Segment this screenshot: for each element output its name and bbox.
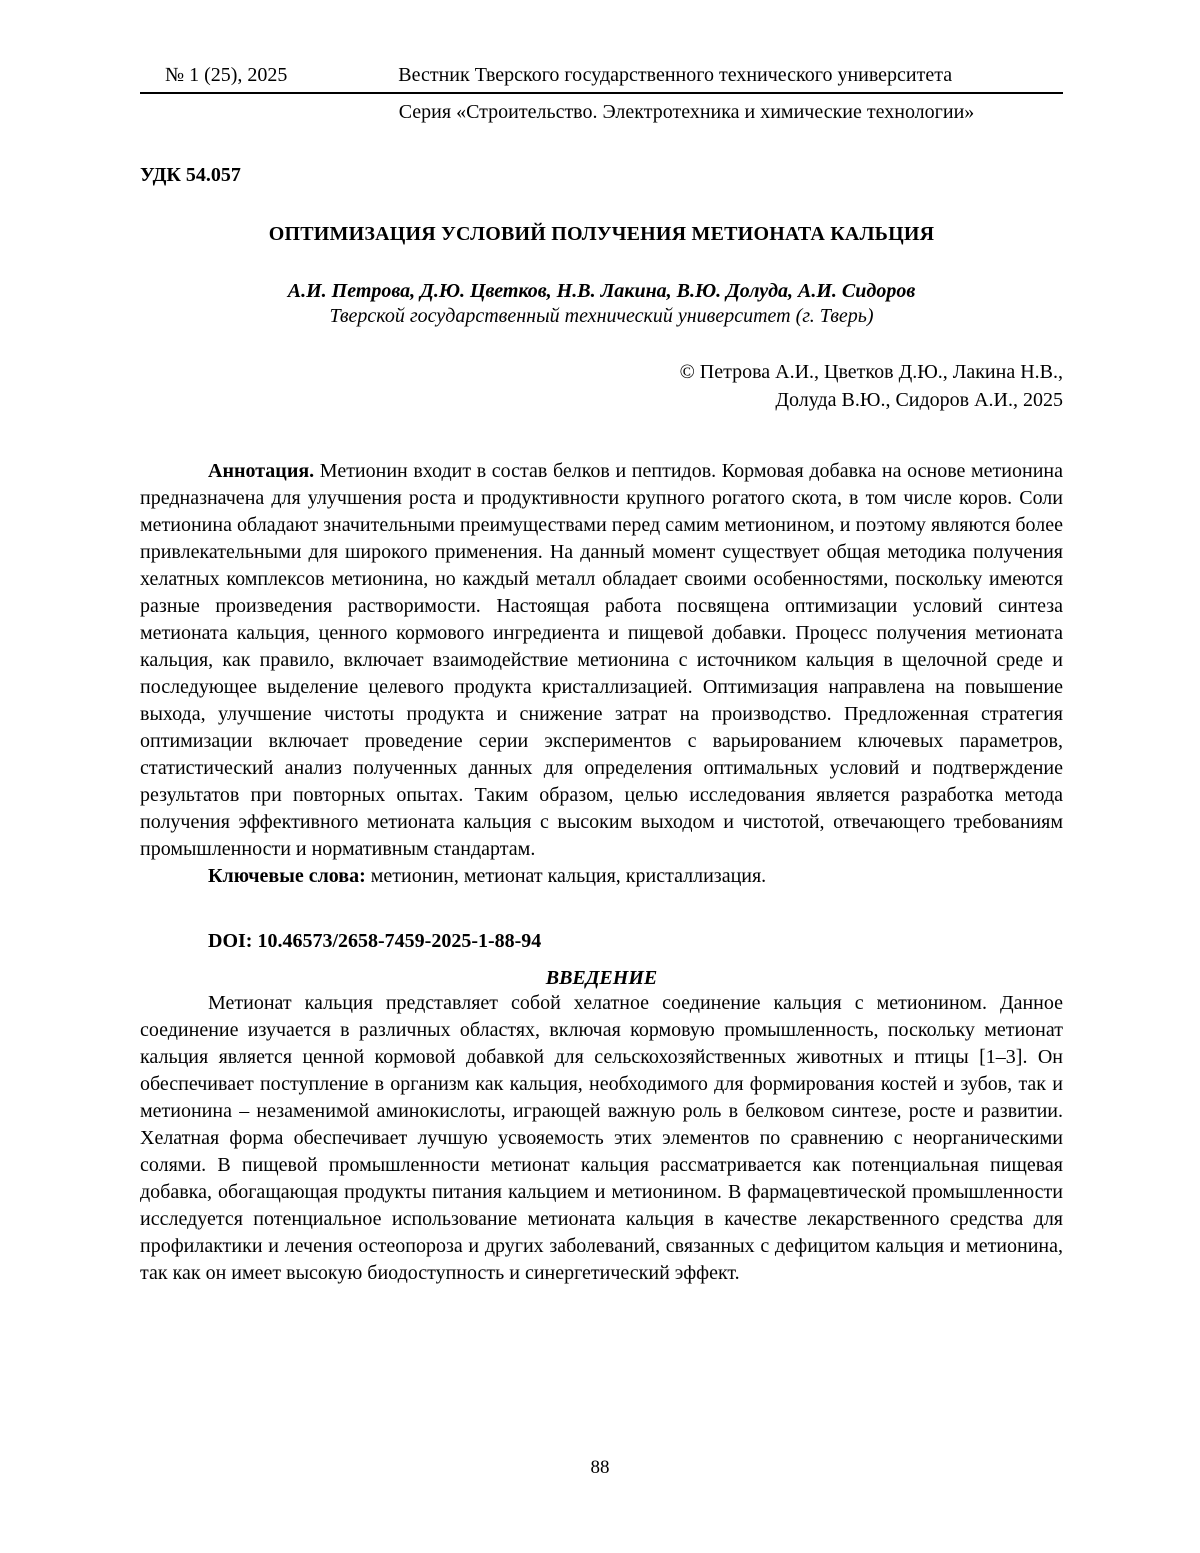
keywords-text: метионин, метионат кальция, кристаллизация.: [370, 865, 767, 887]
udc-code: УДК 54.057: [140, 164, 241, 186]
page-header: [140, 64, 1063, 87]
affiliation-line: Тверской государственный технический университет (г. Тверь): [329, 305, 874, 327]
copyright-line-1: © Петрова А.И., Цветков Д.Ю., Лакина Н.В.,: [679, 361, 1063, 383]
abstract-paragraph: [140, 458, 1063, 863]
introduction-heading: ВВЕДЕНИЕ: [545, 967, 658, 989]
authors-line: А.И. Петрова, Д.Ю. Цветков, Н.В. Лакина, В.Ю. Долуда, А.И. Сидоров: [287, 280, 916, 302]
doi-line: DOI: 10.46573/2658-7459-2025-1-88-94: [208, 930, 542, 952]
abstract-text: Метионин входит в состав белков и пептидов. Кормовая добавка на основе метионина предназначена для улучшения роста и продуктивности крупного рогатого скота, в том числе коров. Соли метионина обладают значительными преимуществами перед самим метионином, и поэтому являются более привлекательными для широкого применения. На данный момент существует общая методика получения хелатных комплексов метионина, но каждый металл обладает своими особенностями, поскольку имеются разные произведения растворимости. Настоящая работа посвящена оптимизации условий синтеза метионата кальция, ценного кормового ингредиента и пищевой добавки. Процесс получения метионата кальция, как правило, включает взаимодействие метионина с источником кальция в щелочной среде и последующее выделение целевого продукта кристаллизацией. Оптимизация направлена на повышение выхода, улучшение чистоты продукта и снижение затрат на производство. Предложенная стратегия оптимизации включает проведение серии экспериментов с варьированием ключевых параметров, статистический анализ полученных данных для определения оптимальных условий и подтверждение результатов при повторных опытах. Таким образом, целью исследования является разработка метода получения эффективного метионата кальция с высоким выходом и чистотой, отвечающего требованиям промышленности и нормативным стандартам.: [140, 460, 1063, 860]
copyright-line-2: Долуда В.Ю., Сидоров А.И., 2025: [775, 389, 1063, 411]
issue-number: № 1 (25), 2025: [165, 64, 288, 86]
abstract-label: Аннотация.: [208, 460, 315, 482]
page-number: 88: [590, 1457, 610, 1478]
keywords-paragraph: [140, 863, 1063, 890]
keywords-label: Ключевые слова:: [208, 865, 366, 887]
copyright-block: [140, 358, 1063, 414]
header-divider: [140, 92, 1063, 94]
journal-title: Вестник Тверского государственного технического университета: [398, 64, 953, 86]
journal-series: Серия «Строительство. Электротехника и химические технологии»: [398, 101, 975, 123]
introduction-paragraph: Метионат кальция представляет собой хелатное соединение кальция с метионином. Данное соединение изучается в различных областях, включая кормовую промышленность, поскольку метионат кальция является ценной кормовой добавкой для сельскохозяйственных животных и птицы [1–3]. Он обеспечивает поступление в организм как кальция, необходимого для формирования костей и зубов, так и метионина – незаменимой аминокислоты, играющей важную роль в белковом синтезе, росте и развитии. Хелатная форма обеспечивает лучшую усвояемость этих элементов по сравнению с неорганическими солями. В пищевой промышленности метионат кальция рассматривается как потенциальная пищевая добавка, обогащающая продукты питания кальцием и метионином. В фармацевтической промышленности исследуется потенциальное использование метионата кальция в качестве лекарственного средства для профилактики и лечения остеопороза и других заболеваний, связанных с дефицитом кальция и метионина, так как он имеет высокую биодоступность и синергетический эффект.: [140, 992, 1063, 1284]
article-title: ОПТИМИЗАЦИЯ УСЛОВИЙ ПОЛУЧЕНИЯ МЕТИОНАТА КАЛЬЦИЯ: [268, 223, 935, 245]
